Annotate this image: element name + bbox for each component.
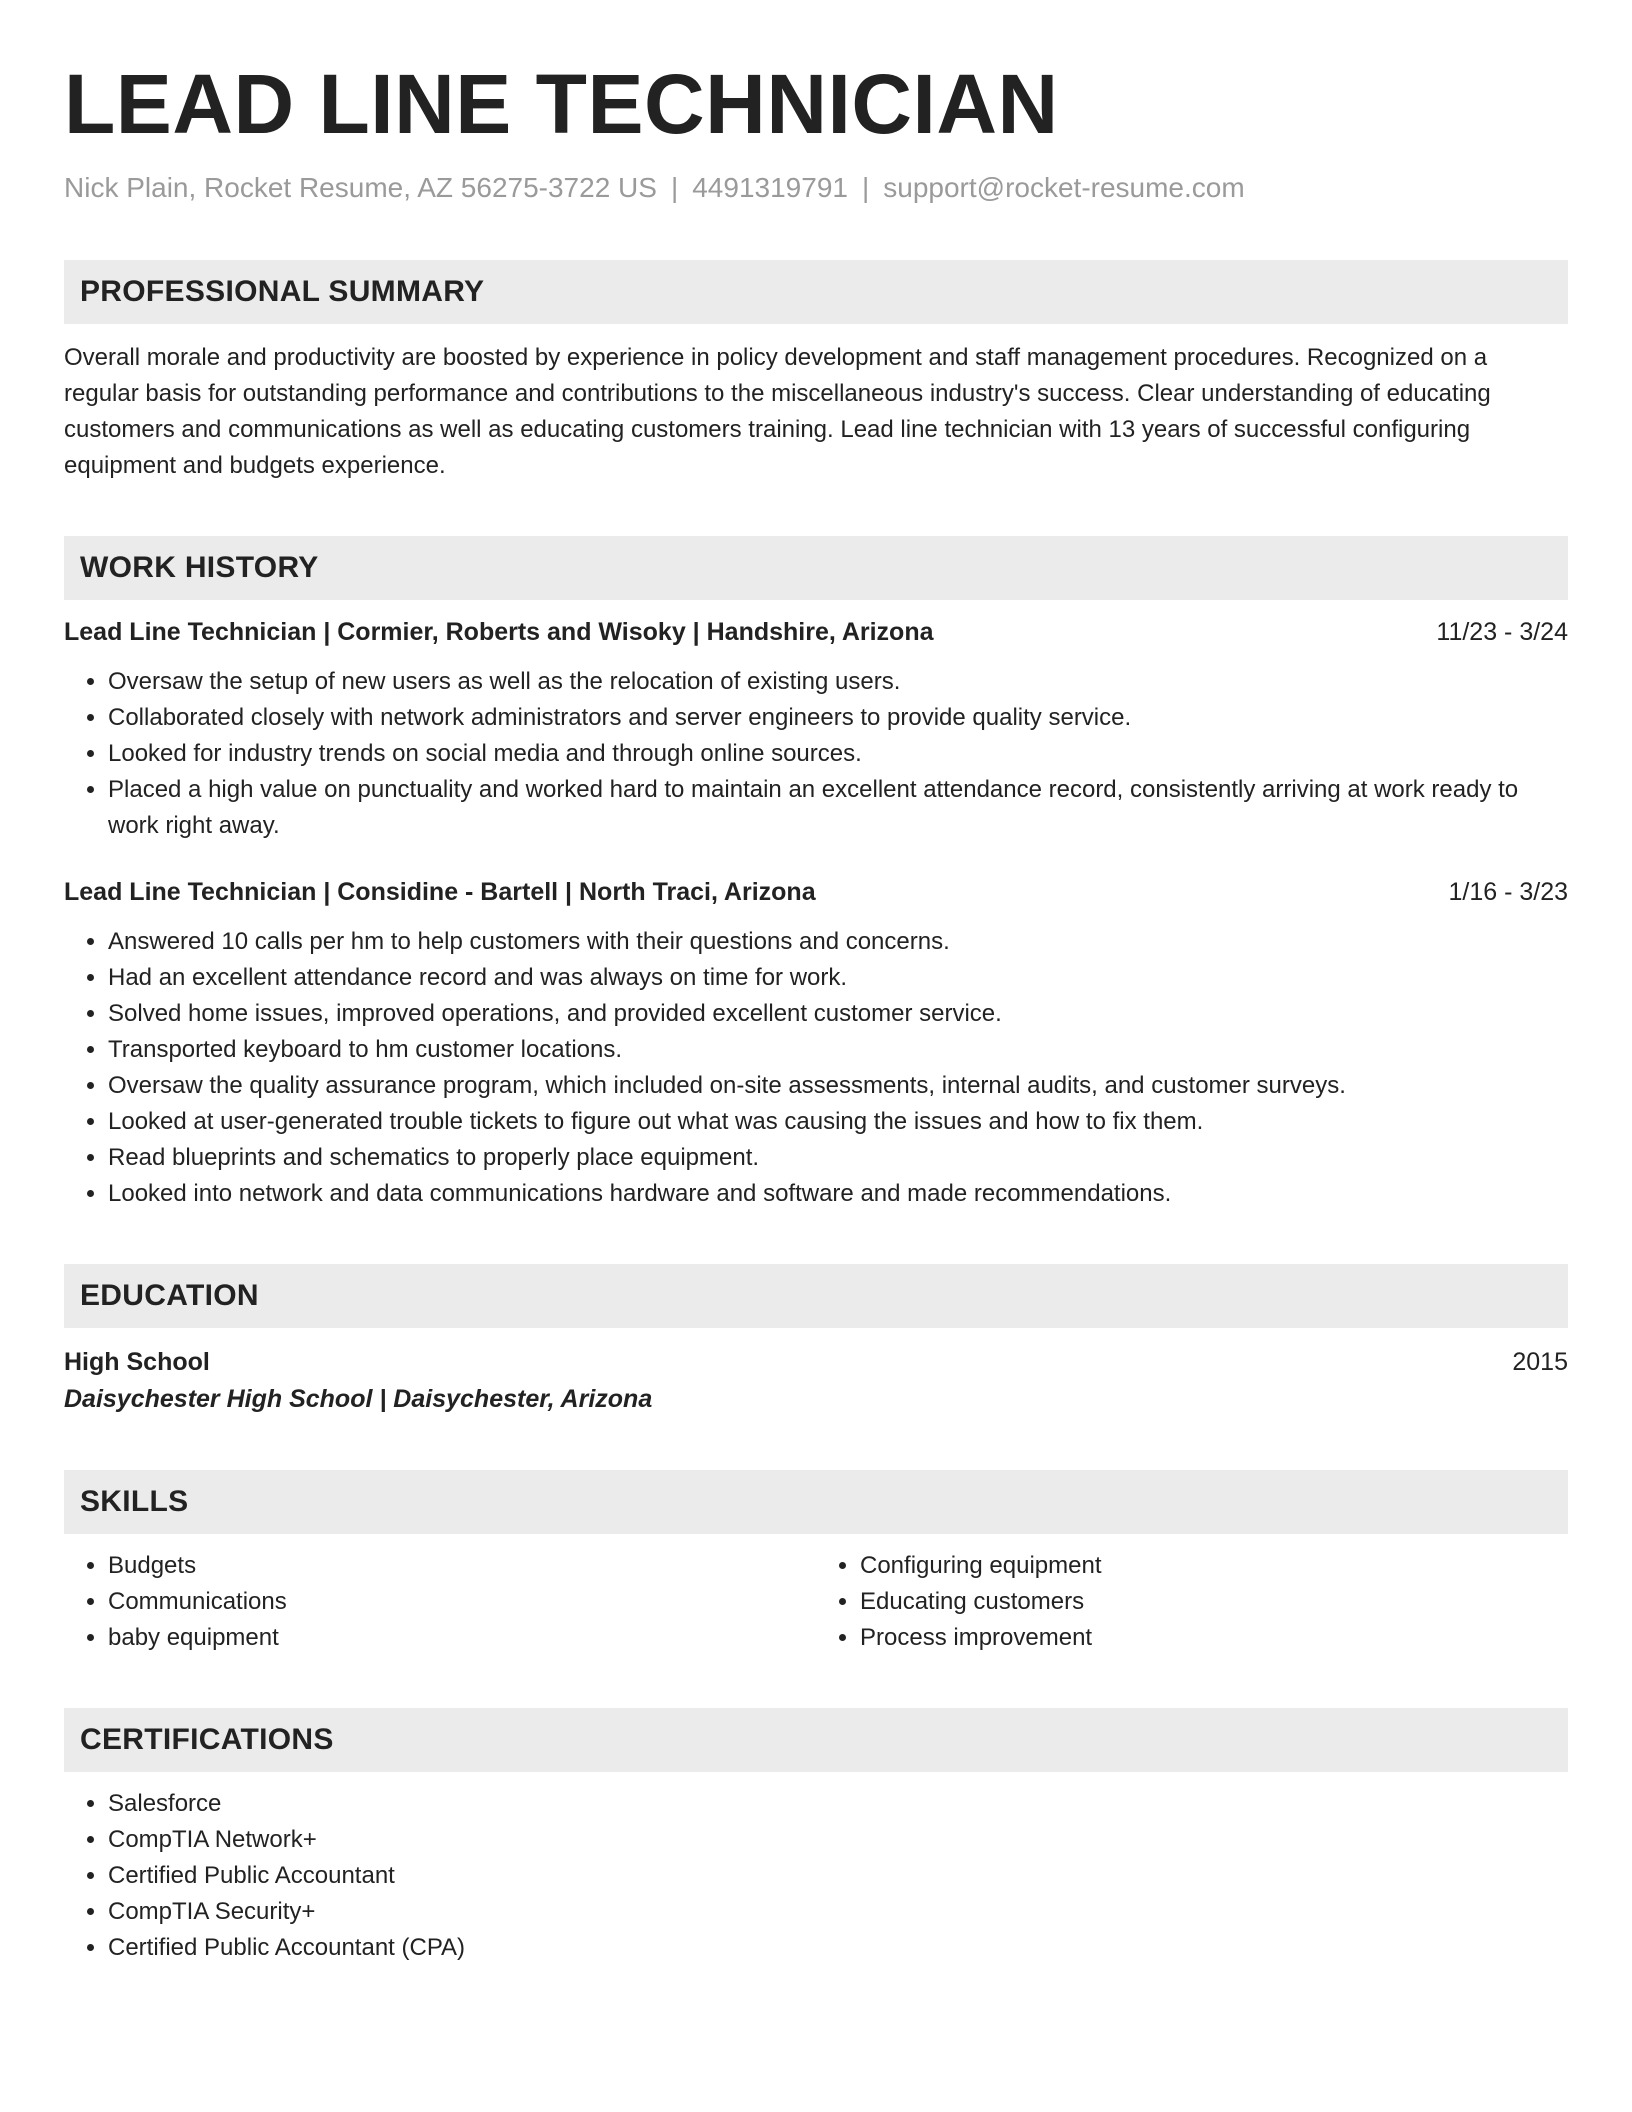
section-header-summary: PROFESSIONAL SUMMARY (64, 260, 1568, 324)
list-item: • Configuring equipment (860, 1548, 1568, 1584)
job-title: Lead Line Technician | Cormier, Roberts and Wisoky | Handshire, Arizona (64, 618, 934, 646)
job-title: Lead Line Technician | Considine - Bartell | North Traci, Arizona (64, 878, 816, 906)
list-item: • Certified Public Accountant (108, 1858, 1568, 1894)
list-item: • Had an excellent attendance record and was always on time for work. (108, 960, 1568, 996)
list-item: • Oversaw the setup of new users as well as the relocation of existing users. (108, 664, 1568, 700)
list-item: • Looked at user-generated trouble tickets to figure out what was causing the issues and how to fix them. (108, 1104, 1568, 1140)
education-school: Daisychester High School | Daisychester, Arizona (64, 1385, 653, 1413)
certifications-list (64, 1786, 1568, 1966)
skills-list (64, 1548, 1568, 1656)
list-item: • Placed a high value on punctuality and worked hard to maintain an excellent attendance record, consistently arriving at work ready to work right away. (108, 772, 1568, 844)
job-bullets (64, 664, 1568, 844)
list-item: • Oversaw the quality assurance program, which included on-site assessments, internal audits, and customer surveys. (108, 1068, 1568, 1104)
list-item: • Process improvement (860, 1620, 1568, 1656)
list-item: • Budgets (108, 1548, 816, 1584)
list-item: • Collaborated closely with network administrators and server engineers to provide quality service. (108, 700, 1568, 736)
job-entry (64, 874, 1568, 1212)
list-item: • CompTIA Network+ (108, 1822, 1568, 1858)
summary-text: Overall morale and productivity are boosted by experience in policy development and staff management procedures. Recognized on a regular basis for outstanding performance and contributions to the miscellaneous industry's success. Clear understanding of educating customers and communications as well as educating customers training. Lead line technician with 13 years of successful configuring equipment and budgets experience. (64, 344, 1491, 479)
education-year: 2015 (1512, 1348, 1568, 1376)
list-item: • Read blueprints and schematics to properly place equipment. (108, 1140, 1568, 1176)
list-item: • Salesforce (108, 1786, 1568, 1822)
list-item: • baby equipment (108, 1620, 816, 1656)
section-header-skills: SKILLS (64, 1470, 1568, 1534)
education-degree: High School (64, 1348, 210, 1376)
list-item: • Solved home issues, improved operations, and provided excellent customer service. (108, 996, 1568, 1032)
list-item: • Answered 10 calls per hm to help customers with their questions and concerns. (108, 924, 1568, 960)
contact-address: Nick Plain, Rocket Resume, AZ 56275-3722 US (64, 172, 657, 203)
skills-column-right (816, 1548, 1568, 1656)
contact-line (64, 170, 1568, 206)
list-item: • Certified Public Accountant (CPA) (108, 1930, 1568, 1966)
skills-column-left (64, 1548, 816, 1656)
job-bullets (64, 924, 1568, 1212)
job-dates: 11/23 - 3/24 (1436, 618, 1568, 646)
resume-title: LEAD LINE TECHNICIAN (64, 57, 1059, 151)
contact-phone[interactable]: 4491319791 (692, 172, 848, 203)
list-item: • Communications (108, 1584, 816, 1620)
job-header (64, 614, 1568, 650)
section-header-education: EDUCATION (64, 1264, 1568, 1328)
list-item: • Looked for industry trends on social media and through online sources. (108, 736, 1568, 772)
job-entry (64, 614, 1568, 844)
section-header-work-history: WORK HISTORY (64, 536, 1568, 600)
list-item: • Educating customers (860, 1584, 1568, 1620)
job-dates: 1/16 - 3/23 (1448, 878, 1568, 906)
contact-email[interactable]: support@rocket-resume.com (883, 172, 1245, 203)
job-header (64, 874, 1568, 910)
contact-separator: | (670, 172, 679, 203)
list-item: • Looked into network and data communications hardware and software and made recommendations. (108, 1176, 1568, 1212)
education-header (64, 1344, 1568, 1380)
list-item: • CompTIA Security+ (108, 1894, 1568, 1930)
list-item: • Transported keyboard to hm customer locations. (108, 1032, 1568, 1068)
section-header-certifications: CERTIFICATIONS (64, 1708, 1568, 1772)
contact-separator: | (861, 172, 870, 203)
